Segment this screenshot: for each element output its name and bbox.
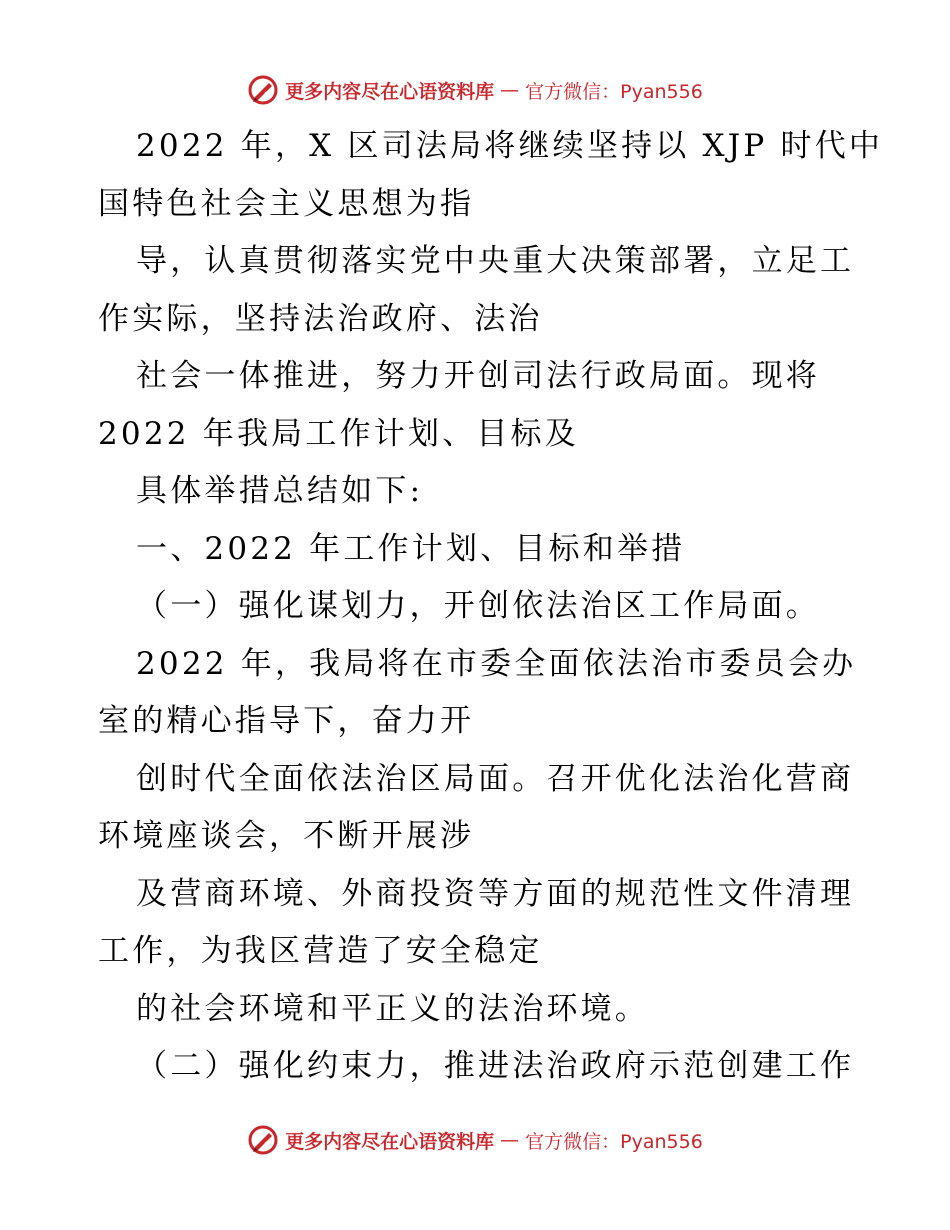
document-body (98, 118, 884, 1096)
section-heading: 一、2022 年工作计划、目标和举措 (136, 530, 686, 567)
text-line: 环境座谈会，不断开展涉 (98, 818, 475, 854)
banner-wechat: 官方微信：Pyan556 (525, 1130, 703, 1153)
header-banner (0, 70, 950, 110)
text-line: 导，认真贯彻落实党中央重大决策部署，立足工 (136, 243, 855, 279)
banner-dash: — (500, 1129, 520, 1151)
banner-wechat: 官方微信：Pyan556 (525, 80, 703, 103)
text-line: 作实际，坚持法治政府、法治 (98, 300, 543, 337)
text-line: 具体举措总结如下: (136, 473, 424, 509)
text-line: 的社会环境和平正义的法治环境。 (136, 990, 649, 1027)
subsection-heading: （二）强化约束力，推进法治政府示范创建工作 (136, 1048, 855, 1084)
banner-title: 更多内容尽在心语资料库 (285, 1130, 495, 1153)
text-line: 室的精心指导下，奋力开 (98, 703, 475, 739)
banner-dash: — (500, 79, 520, 101)
text-line: 社会一体推进，努力开创司法行政局面。现将 (136, 358, 820, 394)
banner-title: 更多内容尽在心语资料库 (285, 80, 495, 103)
text-line: 及营商环境、外商投资等方面的规范性文件清理 (136, 875, 855, 912)
text-line: 工作，为我区营造了安全稳定 (98, 933, 543, 969)
text-line: 2022 年，X 区司法局将继续坚持以 XJP 时代中 (136, 128, 884, 164)
text-line: 2022 年，我局将在市委全面依法治市委员会办 (136, 645, 857, 682)
footer-banner (0, 1120, 950, 1160)
text-line: 国特色社会主义思想为指 (98, 185, 475, 222)
pen-logo-icon (247, 1124, 279, 1156)
text-line: 创时代全面依法治区局面。召开优化法治化营商 (136, 760, 855, 797)
subsection-heading: （一）强化谋划力，开创依法治区工作局面。 (136, 588, 820, 624)
pen-logo-icon (247, 74, 279, 106)
text-line: 2022 年我局工作计划、目标及 (98, 415, 579, 452)
